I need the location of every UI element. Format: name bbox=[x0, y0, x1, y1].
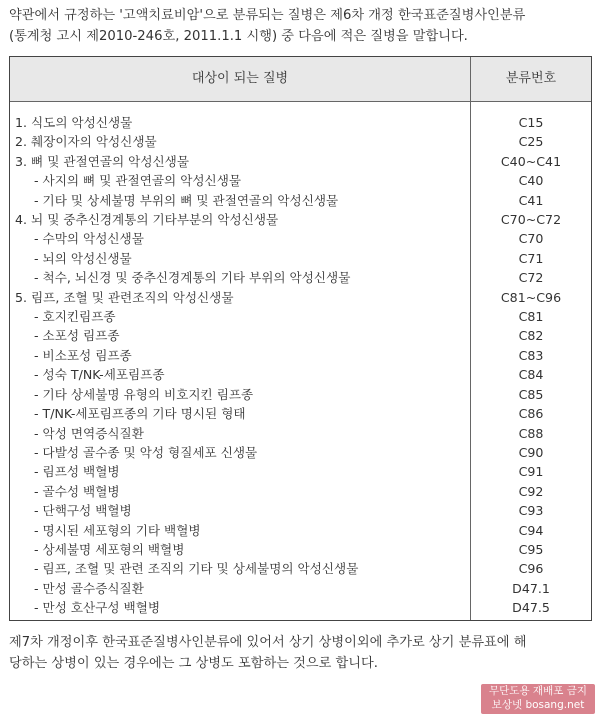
disease-name: - 호지킨림프종 bbox=[34, 309, 116, 325]
table-row bbox=[10, 210, 591, 229]
disease-name: - 악성 면역증식질환 bbox=[34, 425, 144, 441]
table-row bbox=[10, 268, 591, 287]
table-row bbox=[10, 443, 591, 462]
disease-name: - 척수, 뇌신경 및 중추신경계통의 기타 부위의 악성신생물 bbox=[34, 270, 351, 286]
disease-name: - T/NK-세포림프종의 기타 명시된 형태 bbox=[34, 406, 246, 422]
classification-code: C88 bbox=[518, 425, 544, 441]
table-row bbox=[10, 307, 591, 326]
disease-name: - 기타 상세불명 유형의 비호지킨 림프종 bbox=[34, 386, 254, 402]
classification-code: C81~C96 bbox=[500, 289, 562, 305]
disease-name: 1. 식도의 악성신생물 bbox=[15, 115, 133, 130]
disease-name: - 비소포성 림프종 bbox=[34, 347, 132, 363]
table-row bbox=[10, 326, 591, 345]
classification-code: C95 bbox=[518, 541, 544, 557]
classification-code: C81 bbox=[518, 309, 544, 325]
disease-name: - 뇌의 악성신생물 bbox=[34, 250, 132, 266]
intro-text bbox=[9, 5, 593, 47]
disease-name: - 림프, 조혈 및 관련 조직의 기타 및 상세불명의 악성신생물 bbox=[34, 561, 359, 577]
disease-name: - 림프성 백혈병 bbox=[34, 464, 120, 480]
table-row bbox=[10, 229, 591, 248]
disease-name: 3. 뼈 및 관절연골의 악성신생물 bbox=[15, 153, 190, 169]
table-row bbox=[10, 579, 591, 598]
classification-code: C85 bbox=[518, 386, 544, 402]
disease-name: - 수막의 악성신생물 bbox=[34, 231, 144, 247]
disease-name: - 명시된 세포형의 기타 백혈병 bbox=[34, 522, 201, 538]
disease-name: - 골수성 백혈병 bbox=[34, 483, 120, 499]
classification-code: C83 bbox=[518, 347, 544, 363]
table-row bbox=[10, 559, 591, 578]
table-body bbox=[10, 113, 591, 618]
classification-code: C71 bbox=[518, 250, 544, 266]
classification-code: C92 bbox=[518, 483, 544, 499]
disease-name: - 사지의 뼈 및 관절연골의 악성신생물 bbox=[34, 173, 242, 189]
disease-name: 2. 췌장이자의 악성신생물 bbox=[15, 134, 157, 150]
classification-code: C40~C41 bbox=[500, 153, 562, 169]
disease-name: - 기타 및 상세불명 부위의 뼈 및 관절연골의 악성신생물 bbox=[34, 192, 339, 208]
watermark-line-1: 무단도용 재배포 금지 bbox=[489, 685, 587, 697]
table-row bbox=[10, 152, 591, 171]
intro-line-2: (통계청 고시 제2010-246호, 2011.1.1 시행) 중 다음에 적은 질병을 말합니다. bbox=[9, 29, 468, 44]
table-row bbox=[10, 191, 591, 210]
classification-code: C70~C72 bbox=[500, 212, 562, 228]
footer-line-1: 제7차 개정이후 한국표준질병사인분류에 있어서 상기 상병이외에 추가로 상기 분류표에 해 bbox=[9, 635, 527, 650]
table-row bbox=[10, 132, 591, 151]
table-row bbox=[10, 482, 591, 501]
classification-code: C93 bbox=[518, 503, 544, 519]
classification-code: D47.1 bbox=[512, 580, 550, 596]
table-row bbox=[10, 540, 591, 559]
footer-line-2: 당하는 상병이 있는 경우에는 그 상병도 포함하는 것으로 합니다. bbox=[9, 656, 378, 671]
table-row bbox=[10, 598, 591, 617]
intro-line-1: 약관에서 규정하는 '고액치료비암'으로 분류되는 질병은 제6차 개정 한국표준질병사인분류 bbox=[9, 8, 526, 23]
table-row bbox=[10, 404, 591, 423]
disease-name: - 만성 호산구성 백혈병 bbox=[34, 600, 161, 616]
disease-name: - 다발성 골수종 및 악성 형질세포 신생물 bbox=[34, 444, 258, 460]
table-row bbox=[10, 171, 591, 190]
table-header bbox=[10, 57, 591, 102]
table-row bbox=[10, 424, 591, 443]
header-classification-code: 분류번호 bbox=[505, 71, 557, 86]
footer-note bbox=[9, 632, 593, 674]
classification-code: C40 bbox=[518, 173, 544, 189]
classification-code: C84 bbox=[518, 367, 544, 383]
table-row bbox=[10, 462, 591, 481]
classification-code: C90 bbox=[518, 444, 544, 460]
table-row bbox=[10, 365, 591, 384]
disease-name: - 단핵구성 백혈병 bbox=[34, 503, 132, 519]
classification-code: C41 bbox=[518, 192, 544, 208]
table-row bbox=[10, 521, 591, 540]
disease-name: - 상세불명 세포형의 백혈병 bbox=[34, 541, 185, 557]
classification-code: C86 bbox=[518, 406, 544, 422]
classification-code: C70 bbox=[518, 231, 544, 247]
classification-code: D47.5 bbox=[512, 600, 550, 616]
disease-name: - 만성 골수증식질환 bbox=[34, 580, 144, 596]
classification-code: C82 bbox=[518, 328, 544, 344]
table-row bbox=[10, 346, 591, 365]
disease-name: 4. 뇌 및 중추신경계통의 기타부분의 악성신생물 bbox=[15, 212, 279, 228]
table-row bbox=[10, 249, 591, 268]
classification-code: C91 bbox=[518, 464, 544, 480]
disease-name: - 성숙 T/NK-세포림프종 bbox=[34, 367, 165, 383]
classification-code: C15 bbox=[518, 115, 544, 130]
table-row bbox=[10, 113, 591, 132]
disease-name: - 소포성 림프종 bbox=[34, 328, 120, 344]
watermark-line-2: 보상넷 bosang.net bbox=[491, 699, 585, 711]
classification-code: C72 bbox=[518, 270, 544, 286]
disease-name: 5. 림프, 조혈 및 관련조직의 악성신생물 bbox=[15, 289, 234, 305]
table-row bbox=[10, 288, 591, 307]
watermark-badge bbox=[481, 684, 595, 714]
classification-code: C96 bbox=[518, 561, 544, 577]
classification-code: C94 bbox=[518, 522, 544, 538]
disease-classification-table bbox=[9, 56, 592, 621]
header-disease-name: 대상이 되는 질병 bbox=[10, 57, 471, 101]
table-row bbox=[10, 501, 591, 520]
table-row bbox=[10, 385, 591, 404]
classification-code: C25 bbox=[518, 134, 544, 150]
